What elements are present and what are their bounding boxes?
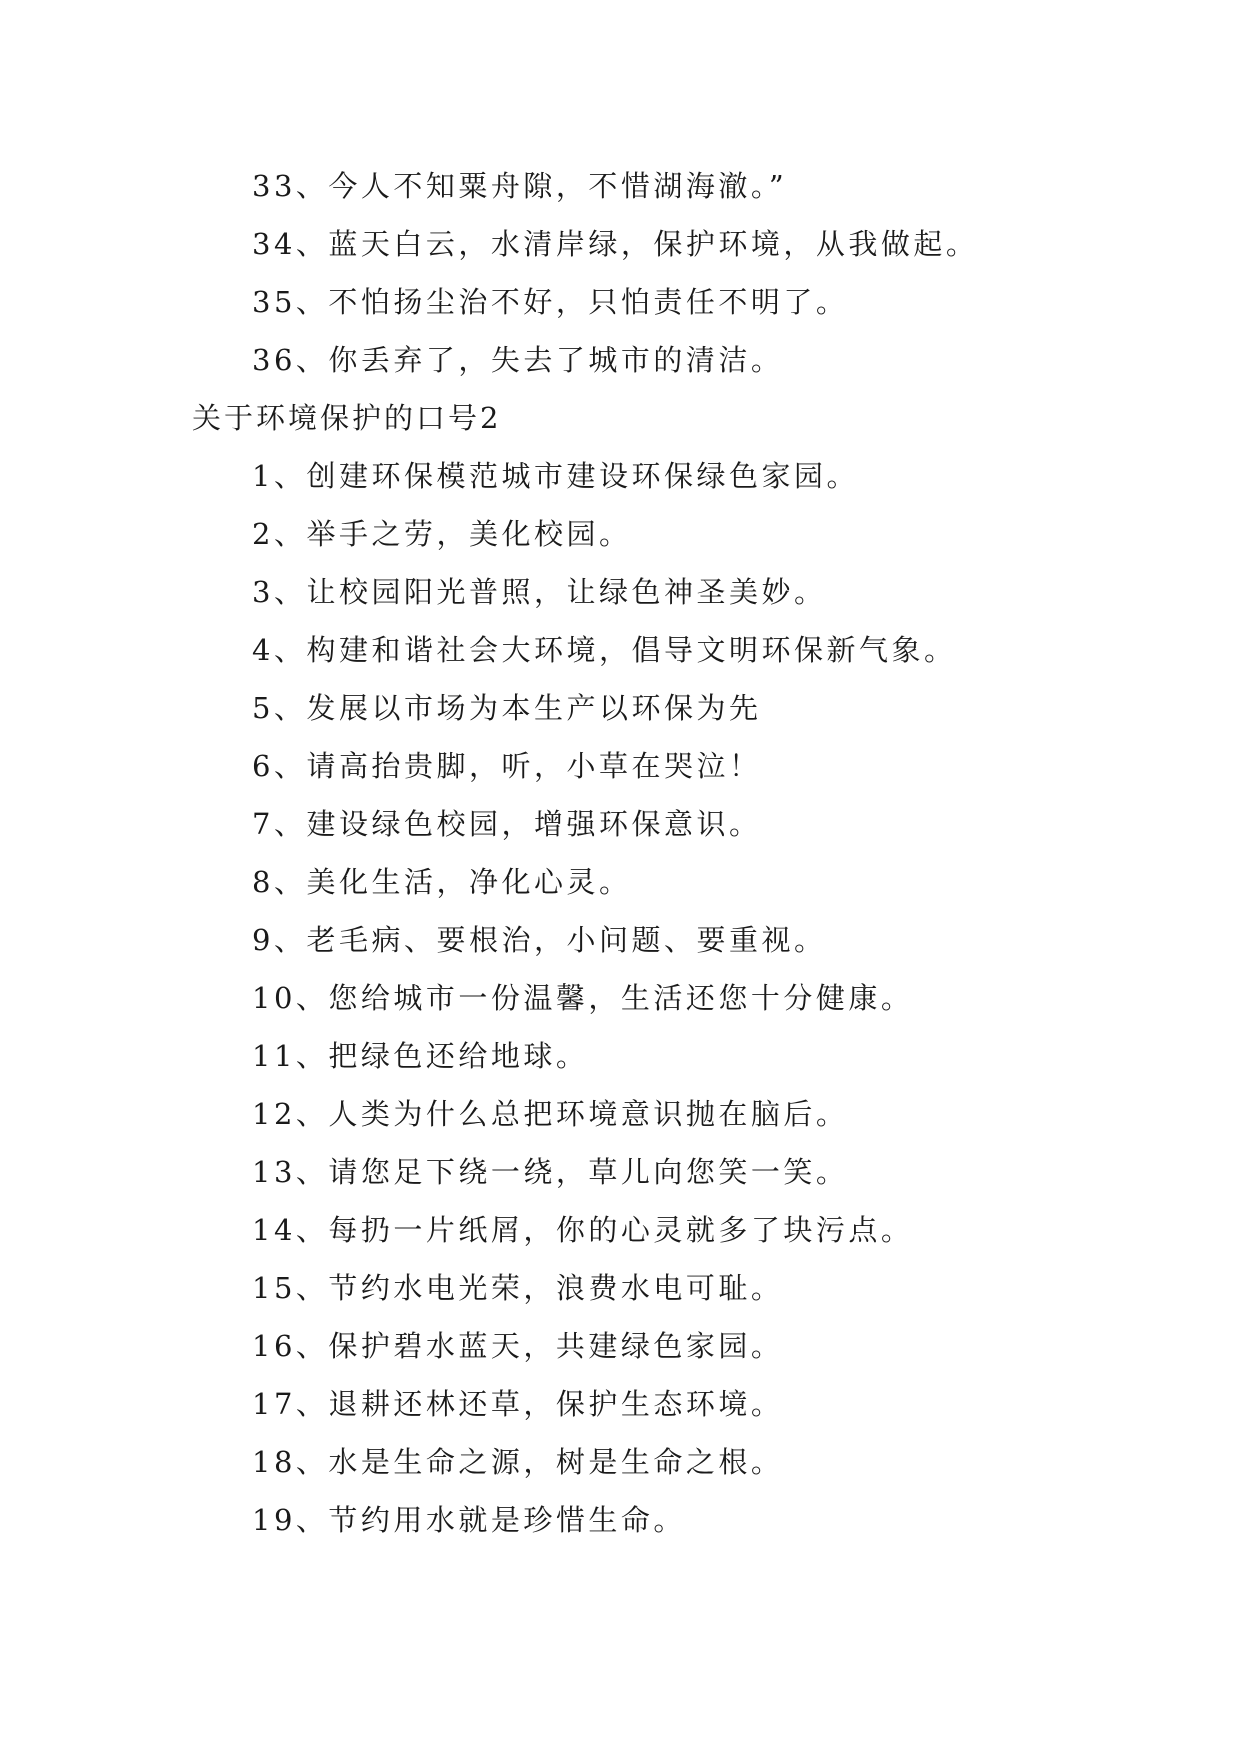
slogan-13: 13、请您足下绕一绕，草儿向您笑一笑。	[252, 1155, 849, 1189]
slogan-16: 16、保护碧水蓝天，共建绿色家园。	[252, 1329, 784, 1363]
slogan-2: 2、举手之劳，美化校园。	[252, 517, 632, 551]
slogan-34: 34、蓝天白云，水清岸绿，保护环境，从我做起。	[252, 227, 979, 261]
slogan-10: 10、您给城市一份温馨，生活还您十分健康。	[252, 981, 914, 1015]
slogan-36: 36、你丢弃了，失去了城市的清洁。	[252, 343, 784, 377]
slogan-15: 15、节约水电光荣，浪费水电可耻。	[252, 1271, 784, 1305]
slogan-4: 4、构建和谐社会大环境，倡导文明环保新气象。	[252, 633, 957, 667]
slogan-12: 12、人类为什么总把环境意识抛在脑后。	[252, 1097, 849, 1131]
slogan-7: 7、建设绿色校园，增强环保意识。	[252, 807, 762, 841]
slogan-5: 5、发展以市场为本生产以环保为先	[252, 691, 762, 725]
slogan-18: 18、水是生命之源，树是生命之根。	[252, 1445, 784, 1479]
slogan-17: 17、退耕还林还草，保护生态环境。	[252, 1387, 784, 1421]
slogan-33: 33、今人不知粟舟隙，不惜湖海澈。”	[252, 169, 788, 203]
slogan-6: 6、请高抬贵脚，听，小草在哭泣！	[252, 749, 762, 783]
slogan-35: 35、不怕扬尘治不好，只怕责任不明了。	[252, 285, 849, 319]
slogan-9: 9、老毛病、要根治，小问题、要重视。	[252, 923, 827, 957]
slogan-8: 8、美化生活，净化心灵。	[252, 865, 632, 899]
slogan-11: 11、把绿色还给地球。	[252, 1039, 589, 1073]
section-heading: 关于环境保护的口号2	[192, 401, 502, 435]
slogan-3: 3、让校园阳光普照，让绿色神圣美妙。	[252, 575, 827, 609]
slogan-14: 14、每扔一片纸屑，你的心灵就多了块污点。	[252, 1213, 914, 1247]
slogan-1: 1、创建环保模范城市建设环保绿色家园。	[252, 459, 859, 493]
slogan-19: 19、节约用水就是珍惜生命。	[252, 1503, 686, 1537]
